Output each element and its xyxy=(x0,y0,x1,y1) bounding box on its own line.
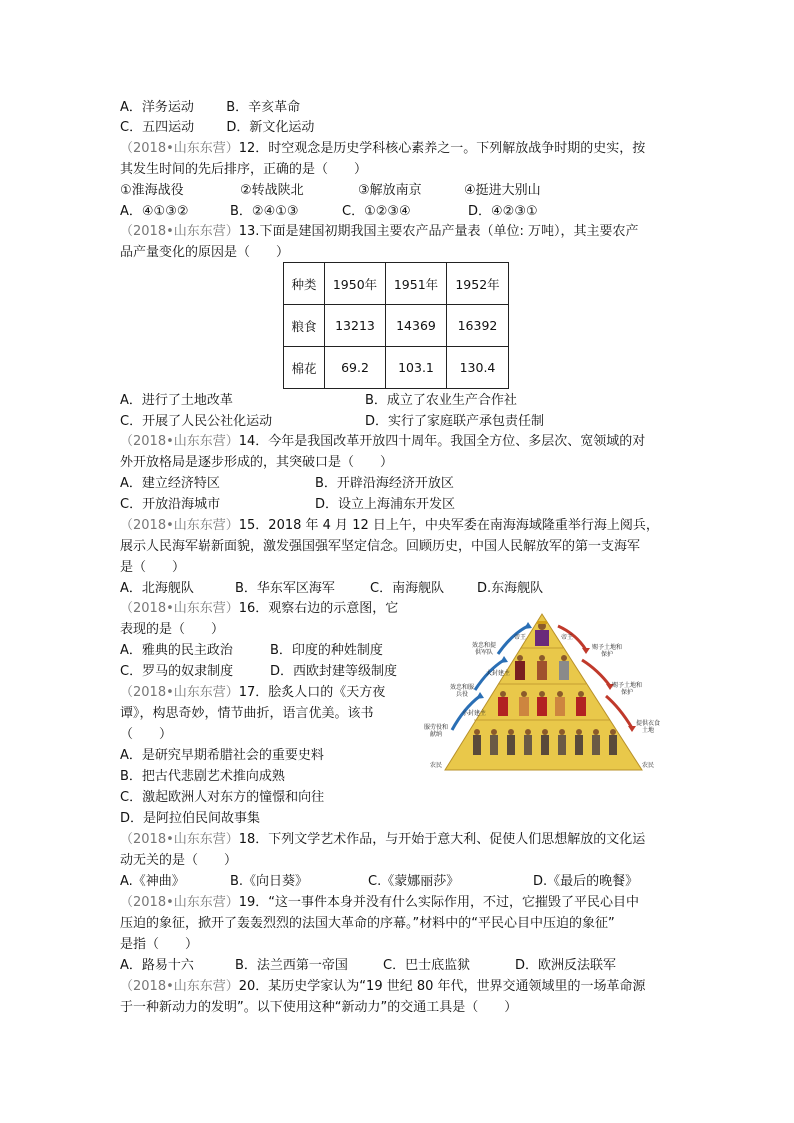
table-header-row xyxy=(284,263,509,305)
q11-option-a: A．洋务运动 xyxy=(120,100,194,115)
q12-option-c: C．①②③④ xyxy=(342,204,411,219)
q15-options xyxy=(120,581,560,597)
q18-option-c: C.《蒙娜丽莎》 xyxy=(368,874,460,889)
table-cell: 130.4 xyxy=(447,347,509,389)
q16-stem-line1: （2018•山东东营）16．观察右边的示意图，它 xyxy=(120,601,399,616)
table-cell: 16392 xyxy=(447,305,509,347)
q19-options xyxy=(120,958,620,974)
q18-source: （2018•山东东营） xyxy=(120,832,239,847)
q19-option-a: A．路易十六 xyxy=(120,958,194,973)
q14-option-c: C．开放沿海城市 xyxy=(120,497,221,512)
left-label-mid: 效忠和服兵役 xyxy=(450,684,475,698)
q13-option-a: A．进行了土地改革 xyxy=(120,393,233,408)
q13-options-row1 xyxy=(120,393,560,409)
table-cell: 14369 xyxy=(386,305,447,347)
left-label-bottom: 服劳役和献纳 xyxy=(424,724,449,738)
q14-options-row1 xyxy=(120,476,560,492)
table-header-cell: 种类 xyxy=(284,263,325,305)
q17-option-c: C．激起欧洲人对东方的憧憬和向往 xyxy=(120,790,325,805)
q17-option-d: D．是阿拉伯民间故事集 xyxy=(120,811,261,826)
q16-stem-line2: 表现的是（ ） xyxy=(120,622,225,637)
q19-option-c: C．巴士底监狱 xyxy=(383,958,471,973)
peasant-figures xyxy=(473,729,617,755)
q19-option-d: D．欧洲反法联军 xyxy=(515,958,617,973)
right-label-bottom: 提供衣食土地 xyxy=(635,720,660,734)
left-label-top: 效忠和提供军队 xyxy=(472,642,497,656)
table-row xyxy=(284,305,509,347)
q20-source: （2018•山东东营） xyxy=(120,979,239,994)
q18-option-d: D.《最后的晚餐》 xyxy=(533,874,639,889)
q16-source: （2018•山东东营） xyxy=(120,601,239,616)
q14-option-d: D．设立上海浦东开发区 xyxy=(315,497,456,512)
q19-stem-line1: （2018•山东东营）19．“这一事件本身并没有什么实际作用，不过，它摧毁了平民心目中 xyxy=(120,895,640,910)
q17-option-b: B．把古代悲剧艺术推向成熟 xyxy=(120,769,285,784)
q11-options-row2 xyxy=(120,120,314,136)
q12-option-d: D．④②③① xyxy=(468,204,538,219)
q14-source: （2018•山东东营） xyxy=(120,434,239,449)
q15-stem-line2: 展示人民海军崭新面貌，激发强国强军坚定信念。回顾历史，中国人民解放军的第一支海军 xyxy=(120,539,641,554)
q20-stem-line1: （2018•山东东营）20．某历史学家认为“19 世纪 80 年代，世界交通领域里的一场革命源 xyxy=(120,979,646,994)
peasant-label-right: 农民 xyxy=(641,762,654,769)
production-table xyxy=(283,262,509,389)
q14-options-row2 xyxy=(120,497,560,513)
q16-option-b: B．印度的种姓制度 xyxy=(270,643,383,658)
q18-option-a: A.《神曲》 xyxy=(120,874,185,889)
q13-option-d: D．实行了家庭联产承包责任制 xyxy=(365,414,545,429)
q11-option-d: D．新文化运动 xyxy=(226,120,315,135)
q11-option-c: C．五四运动 xyxy=(120,120,195,135)
q13-option-c: C．开展了人民公社化运动 xyxy=(120,414,273,429)
q16-option-a: A．雅典的民主政治 xyxy=(120,643,233,658)
q18-option-b: B.《向日葵》 xyxy=(230,874,309,889)
table-cell: 棉花 xyxy=(284,347,325,389)
table-header-cell: 1950年 xyxy=(325,263,386,305)
q15-stem-line1: （2018•山东东营）15．2018 年 4 月 12 日上午，中央军委在南海海域隆重举行海上阅兵， xyxy=(120,518,659,533)
q19-stem-line2: 压迫的象征，掀开了轰轰烈烈的法国大革命的序幕。”材料中的“平民心目中压迫的象征” xyxy=(120,916,615,931)
q11-option-b: B．辛亥革命 xyxy=(226,100,301,115)
q12-options xyxy=(120,204,570,220)
table-cell: 粮食 xyxy=(284,305,325,347)
q13-source: （2018•山东东营） xyxy=(120,224,239,239)
q18-options xyxy=(120,874,639,890)
q18-stem-line2: 动无关的是（ ） xyxy=(120,853,238,868)
table-cell: 13213 xyxy=(325,305,386,347)
table-header-cell: 1952年 xyxy=(447,263,509,305)
q16-options-row2 xyxy=(120,664,410,680)
q17-option-a: A．是研究早期希腊社会的重要史料 xyxy=(120,748,324,763)
table-cell: 69.2 xyxy=(325,347,386,389)
q17-stem-line1: （2018•山东东营）17．脍炙人口的《天方夜 xyxy=(120,685,386,700)
q14-stem-line2: 外开放格局是逐步形成的，其突破口是（ ） xyxy=(120,455,394,470)
q12-stem-line1: （2018•山东东营）12．时空观念是历史学科核心素养之一。下列解放战争时期的史实，按 xyxy=(120,141,646,156)
q12-option-a: A．④①③② xyxy=(120,204,189,219)
q12-option-b: B．②④①③ xyxy=(230,204,299,219)
q13-option-b: B．成立了农业生产合作社 xyxy=(365,393,517,408)
q11-options-row1 xyxy=(120,100,300,116)
q12-event-3: ③解放南京 xyxy=(358,183,422,198)
table-header-cell: 1951年 xyxy=(386,263,447,305)
q12-source: （2018•山东东营） xyxy=(120,141,239,156)
q12-event-1: ①淮海战役 xyxy=(120,183,184,198)
q13-options-row2 xyxy=(120,414,560,430)
q14-option-b: B．开辟沿海经济开放区 xyxy=(315,476,454,491)
q12-stem-line2: 其发生时间的先后排序，正确的是（ ） xyxy=(120,162,368,177)
q17-stem-line3: （ ） xyxy=(120,727,173,742)
q16-option-d: D．西欧封建等级制度 xyxy=(270,664,398,679)
king-label-right: 帝王 xyxy=(560,634,573,641)
q19-source: （2018•山东东营） xyxy=(120,895,239,910)
q15-source: （2018•山东东营） xyxy=(120,518,239,533)
table-row xyxy=(284,347,509,389)
q14-option-a: A．建立经济特区 xyxy=(120,476,220,491)
q18-stem-line1: （2018•山东东营）18．下列文学艺术作品，与开始于意大利、促使人们思想解放的文化运 xyxy=(120,832,646,847)
q17-source: （2018•山东东营） xyxy=(120,685,239,700)
q16-option-c: C．罗马的奴隶制度 xyxy=(120,664,234,679)
king-label-left: 帝王 xyxy=(513,634,526,641)
q15-stem-line3: 是（ ） xyxy=(120,560,186,575)
table-cell: 103.1 xyxy=(386,347,447,389)
small-lord-label: 小封建主 xyxy=(461,710,486,717)
q15-option-c: C．南海舰队 xyxy=(370,581,445,596)
q15-option-d: D.东海舰队 xyxy=(477,581,544,596)
q20-stem-line2: 于一种新动力的发明”。以下使用这种“新动力”的交通工具是（ ） xyxy=(120,1000,518,1015)
peasant-label-left: 农民 xyxy=(429,762,442,769)
q12-event-2: ②转战陕北 xyxy=(240,183,304,198)
q14-stem-line1: （2018•山东东营）14．今年是我国改革开放四十周年。我国全方位、多层次、宽领域的对 xyxy=(120,434,646,449)
feudal-hierarchy-diagram xyxy=(420,612,665,774)
q16-options-row1 xyxy=(120,643,410,659)
q12-events xyxy=(120,183,570,199)
great-lord-label: 大封建主 xyxy=(485,670,510,677)
q12-event-4: ④挺进大别山 xyxy=(464,183,541,198)
q19-option-b: B．法兰西第一帝国 xyxy=(235,958,348,973)
right-label-top: 赐予土地和保护 xyxy=(592,644,623,658)
q17-stem-line2: 谭》，构思奇妙，情节曲折，语言优美。该书 xyxy=(120,706,374,721)
q19-stem-line3: 是指（ ） xyxy=(120,937,199,952)
right-label-mid: 赐予土地和保护 xyxy=(612,682,643,696)
q15-option-b: B．华东军区海军 xyxy=(235,581,335,596)
q13-stem-line2: 品产量变化的原因是（ ） xyxy=(120,245,290,260)
q13-stem-line1: （2018•山东东营）13.下面是建国初期我国主要农产品产量表（单位: 万吨），其主要农产 xyxy=(120,224,639,239)
q15-option-a: A．北海舰队 xyxy=(120,581,194,596)
